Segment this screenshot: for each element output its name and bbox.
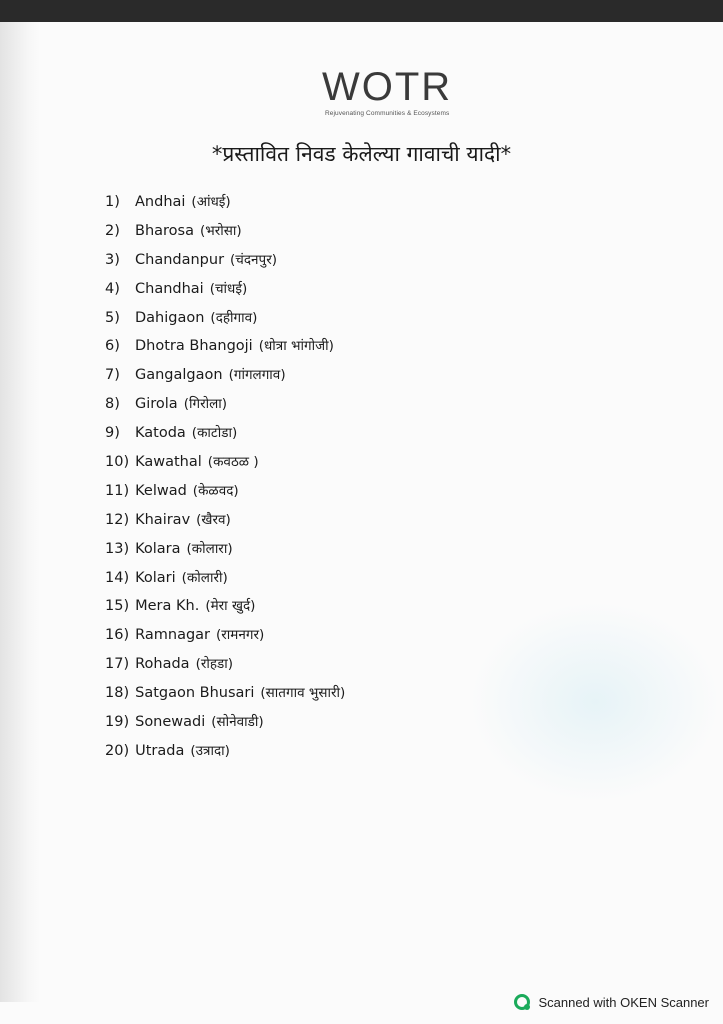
village-name-marathi: (चांधई): [209, 280, 248, 297]
village-name-marathi: (कोलारा): [186, 540, 233, 557]
item-number: 8): [105, 396, 120, 413]
oken-logo-icon: [514, 994, 530, 1010]
village-name-marathi: (भरोसा): [199, 222, 242, 239]
village-name: Utrada: [135, 742, 185, 759]
village-name: Chandanpur: [135, 251, 225, 268]
item-number: 19): [105, 714, 130, 731]
item-number: 13): [105, 540, 130, 557]
list-item: [105, 192, 345, 221]
page-title: *प्रस्तावित निवड केलेल्या गावाची यादी*: [211, 142, 512, 166]
village-name-marathi: (मेरा खुर्द): [205, 598, 256, 615]
item-number: 12): [105, 511, 130, 528]
list-item: [105, 279, 345, 308]
page-fold-shadow: [0, 22, 40, 1002]
village-name: Dhotra Bhangoji: [135, 338, 253, 355]
village-name: Dahigaon: [135, 309, 205, 326]
scanned-page: [0, 22, 723, 1024]
item-number: 9): [105, 425, 120, 442]
list-item: [105, 365, 345, 394]
item-number: 15): [105, 598, 130, 615]
village-name: Kolari: [135, 569, 176, 586]
list-item: [105, 336, 345, 365]
village-name: Rohada: [135, 656, 190, 673]
list-item: [105, 308, 345, 337]
village-name: Khairav: [135, 511, 191, 528]
village-name: Satgaon Bhusari: [135, 685, 255, 702]
village-name-marathi: (उत्रादा): [190, 742, 230, 759]
village-name-marathi: (रामनगर): [216, 627, 265, 644]
item-number: 10): [105, 454, 130, 471]
list-item: [105, 625, 345, 654]
item-number: 3): [105, 251, 120, 268]
village-name-marathi: (केळवद): [192, 482, 239, 499]
item-number: 16): [105, 627, 130, 644]
item-number: 14): [105, 569, 130, 586]
village-name: Andhai: [135, 194, 186, 210]
village-name-marathi: (रोहडा): [195, 656, 234, 673]
village-name-marathi: (आंधई): [191, 194, 231, 210]
village-name-marathi: (काटोडा): [191, 425, 238, 442]
list-item: [105, 394, 345, 423]
logo-tagline: Rejuvenating Communities & Ecosystems: [325, 110, 450, 117]
village-name-marathi: (गांगलगाव): [228, 367, 286, 384]
item-number: 11): [105, 482, 130, 499]
village-list: [105, 192, 345, 770]
item-number: 2): [105, 222, 120, 239]
village-name: Mera Kh.: [135, 598, 200, 615]
paper-stain: [470, 602, 720, 802]
village-name: Chandhai: [135, 280, 204, 297]
village-name: Kawathal: [135, 454, 202, 471]
item-number: 7): [105, 367, 120, 384]
village-name-marathi: (गिरोला): [183, 396, 228, 413]
list-item: [105, 250, 345, 279]
item-number: 6): [105, 338, 120, 355]
village-name: Bharosa: [135, 222, 194, 239]
item-number: 17): [105, 656, 130, 673]
village-name: Ramnagar: [135, 627, 211, 644]
village-name-marathi: (चंदनपुर): [230, 251, 277, 268]
village-name-marathi: (सोनेवाडी): [211, 714, 264, 731]
item-number: 20): [105, 742, 130, 759]
list-item: [105, 221, 345, 250]
village-name-marathi: (दहीगाव): [210, 309, 258, 326]
village-name-marathi: (खैरव): [196, 511, 231, 528]
item-number: 1): [105, 194, 120, 210]
village-name-marathi: (सातगाव भुसारी): [260, 685, 346, 702]
list-item: [105, 596, 345, 625]
village-name: Sonewadi: [135, 714, 206, 731]
village-name: Kolara: [135, 540, 181, 557]
list-item: [105, 481, 345, 510]
list-item: [105, 683, 345, 712]
list-item: [105, 452, 345, 481]
village-name-marathi: (कवठळ ): [207, 454, 259, 471]
list-item: [105, 654, 345, 683]
scanner-watermark: [514, 994, 709, 1010]
item-number: 18): [105, 685, 130, 702]
list-item: [105, 423, 345, 452]
village-name: Girola: [135, 396, 178, 413]
item-number: 4): [105, 280, 120, 297]
village-name-marathi: (कोलारी): [181, 569, 228, 586]
watermark-text: Scanned with OKEN Scanner: [538, 994, 709, 1010]
list-item: [105, 741, 345, 770]
list-item: [105, 712, 345, 741]
item-number: 5): [105, 309, 120, 326]
village-name: Kelwad: [135, 482, 187, 499]
list-item: [105, 510, 345, 539]
village-name: Katoda: [135, 425, 186, 442]
list-item: [105, 539, 345, 568]
village-name: Gangalgaon: [135, 367, 223, 384]
logo-wordmark: WOTR: [322, 65, 453, 109]
list-item: [105, 568, 345, 597]
village-name-marathi: (धोत्रा भांगोजी): [258, 338, 334, 355]
